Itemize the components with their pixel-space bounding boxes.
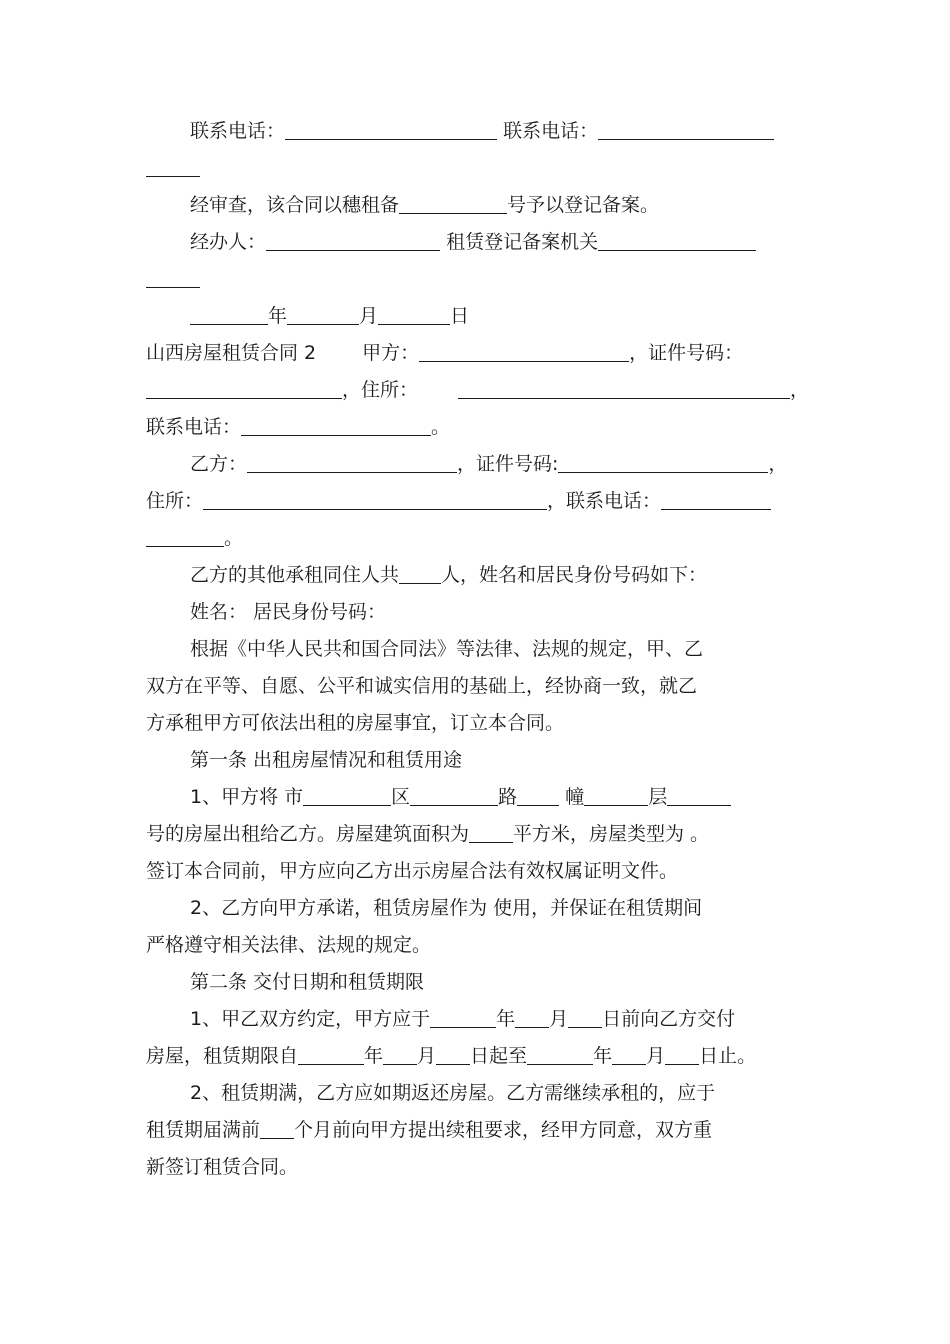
blank-handler (266, 226, 440, 251)
party-b-phone-cont (146, 520, 816, 557)
cotenant-text: 乙方的其他承租同住人共 (190, 564, 400, 586)
item-1-text-area: 号的房屋出租给乙方。房屋建筑面积为 (146, 823, 470, 845)
para-basis-1 (146, 631, 816, 668)
item-2-text: 2、乙方向甲方承诺，租赁房屋作为 使用，并保证在租赁期间 (190, 897, 703, 919)
cotenant-line (146, 557, 816, 594)
blank-start-year (298, 1040, 364, 1065)
handler-line (146, 224, 816, 261)
label-delivery-month: 月 (549, 1008, 569, 1030)
blank-year (190, 300, 268, 325)
label-addr-a: ，住所： (342, 379, 419, 401)
article-1-heading (146, 742, 816, 779)
label-id-a: ，证件号码： (629, 342, 744, 364)
article-1-item-1 (146, 779, 816, 816)
label-phone-a: 联系电话： (190, 120, 286, 142)
phone-line (146, 113, 816, 150)
blank-phone-party-a (241, 411, 431, 436)
handler-line-cont (146, 261, 816, 298)
renewal-text: 2、租赁期满，乙方应如期返还房屋。乙方需继续承租的，应于 (190, 1082, 716, 1104)
party-b-addr-line (146, 483, 816, 520)
blank-addr-a (458, 374, 790, 399)
label-year: 年 (268, 305, 288, 327)
blank-phone-b (598, 115, 774, 140)
label-id-b: ，证件号码: (457, 453, 559, 475)
blank-delivery-year (430, 1003, 496, 1028)
article-2-item-1 (146, 1001, 816, 1038)
label-end-month: 月 (646, 1045, 666, 1067)
blank-district (410, 781, 498, 806)
para-basis-text-1: 根据《中华人民共和国合同法》等法律、法规的规定，甲、乙 (190, 638, 704, 660)
blank-addr-b (203, 485, 547, 510)
article-1-item-2 (146, 890, 816, 927)
label-phone-party-a: 联系电话： (146, 416, 242, 438)
punct-period-b: 。 (224, 527, 244, 549)
label-start-year: 年 (364, 1045, 384, 1067)
article-2-item-2-end (146, 1149, 816, 1186)
cotenant-text-end: 人，姓名和居民身份号码如下： (441, 564, 708, 586)
review-text-end: 号予以登记备案。 (507, 194, 660, 216)
blank-end-month (612, 1040, 646, 1065)
blank-start-month (383, 1040, 417, 1065)
name-id-line (146, 594, 816, 631)
blank-phone-party-b (661, 485, 771, 510)
label-party-b: 乙方： (190, 453, 248, 475)
party-b-line (146, 446, 816, 483)
article-2-heading (146, 964, 816, 1001)
article-1-title: 第一条 出租房屋情况和租赁用途 (190, 749, 463, 771)
article-2-item-1-cont (146, 1038, 816, 1075)
item-1-text-city: 1、甲方将 市 (190, 786, 304, 808)
punct-comma: ， (790, 379, 810, 401)
label-party-a: 甲方： (362, 342, 420, 364)
punct-period: 。 (431, 416, 451, 438)
para-basis-text-2: 双方在平等、自愿、公平和诚实信用的基础上，经协商一致，就乙 (146, 675, 698, 697)
doc-title: 山西房屋租赁合同 2 (146, 342, 317, 364)
label-addr-b: 住所： (146, 490, 204, 512)
blank-day (378, 300, 450, 325)
blank-floor (667, 781, 731, 806)
blank-delivery-day (568, 1003, 602, 1028)
label-month: 月 (359, 305, 379, 327)
label-building: 幢 (565, 786, 585, 808)
blank-building (584, 781, 648, 806)
label-district: 区 (391, 786, 411, 808)
blank-end-year (527, 1040, 593, 1065)
label-end-year: 年 (593, 1045, 613, 1067)
review-line (146, 187, 816, 224)
blank-end-day (665, 1040, 699, 1065)
renewal-text-end: 新签订租赁合同。 (146, 1156, 299, 1178)
delivery-text: 1、甲乙双方约定，甲方应于 (190, 1008, 431, 1030)
contract-document (146, 113, 816, 1186)
label-start-month: 月 (417, 1045, 437, 1067)
blank-cotenant-count (399, 559, 441, 584)
blank-party-a (419, 337, 629, 362)
blank-phone-party-b-cont (146, 522, 224, 547)
name-id-labels: 姓名： 居民身份号码： (190, 601, 387, 623)
party-a-line (146, 335, 816, 372)
para-basis-2 (146, 668, 816, 705)
label-floor: 层 (648, 786, 668, 808)
renewal-text-b: 个月前向甲方提出续租要求，经甲方同意，双方重 (294, 1119, 713, 1141)
blank-party-b (247, 448, 457, 473)
party-a-phone-line (146, 409, 816, 446)
article-1-item-1-cont (146, 816, 816, 853)
term-text: 房屋，租赁期限自 (146, 1045, 299, 1067)
blank-road (517, 781, 559, 806)
label-road: 路 (498, 786, 518, 808)
blank-phone-b-cont (146, 152, 200, 177)
label-handler: 经办人： (190, 231, 267, 253)
article-2-item-2 (146, 1075, 816, 1112)
item-1-text-type: 平方米，房屋类型为 。 (513, 823, 710, 845)
label-agency: 租赁登记备案机关 (446, 231, 599, 253)
blank-month (287, 300, 359, 325)
para-basis-text-3: 方承租甲方可依法出租的房屋事宜，订立本合同。 (146, 712, 565, 734)
label-day: 日 (450, 305, 470, 327)
article-2-title: 第二条 交付日期和租赁期限 (190, 971, 425, 993)
phone-line-cont (146, 150, 816, 187)
punct-comma-b: ， (768, 453, 788, 475)
para-basis-3 (146, 705, 816, 742)
article-2-item-2-cont (146, 1112, 816, 1149)
blank-record-no (399, 189, 507, 214)
blank-id-a (146, 374, 342, 399)
blank-start-day (436, 1040, 470, 1065)
item-1-text-proof: 签订本合同前，甲方应向乙方出示房屋合法有效权属证明文件。 (146, 860, 679, 882)
date-line (146, 298, 816, 335)
label-phone-party-b: ，联系电话： (547, 490, 662, 512)
term-text-end: 日止。 (699, 1045, 757, 1067)
blank-city (303, 781, 391, 806)
label-phone-b: 联系电话： (503, 120, 599, 142)
blank-area (469, 818, 513, 843)
blank-agency (598, 226, 756, 251)
delivery-text-end: 日前向乙方交付 (602, 1008, 736, 1030)
blank-renewal-months (260, 1114, 294, 1139)
review-text: 经审查，该合同以穗租备 (190, 194, 400, 216)
blank-phone-a (285, 115, 497, 140)
term-text-to: 日起至 (470, 1045, 528, 1067)
item-2-text-cont: 严格遵守相关法律、法规的规定。 (146, 934, 432, 956)
renewal-text-a: 租赁期届满前 (146, 1119, 261, 1141)
blank-id-b (558, 448, 768, 473)
blank-delivery-month (515, 1003, 549, 1028)
blank-agency-cont (146, 263, 200, 288)
article-1-item-2-cont (146, 927, 816, 964)
party-a-addr-line (146, 372, 816, 409)
label-delivery-year: 年 (496, 1008, 516, 1030)
article-1-item-1-end (146, 853, 816, 890)
